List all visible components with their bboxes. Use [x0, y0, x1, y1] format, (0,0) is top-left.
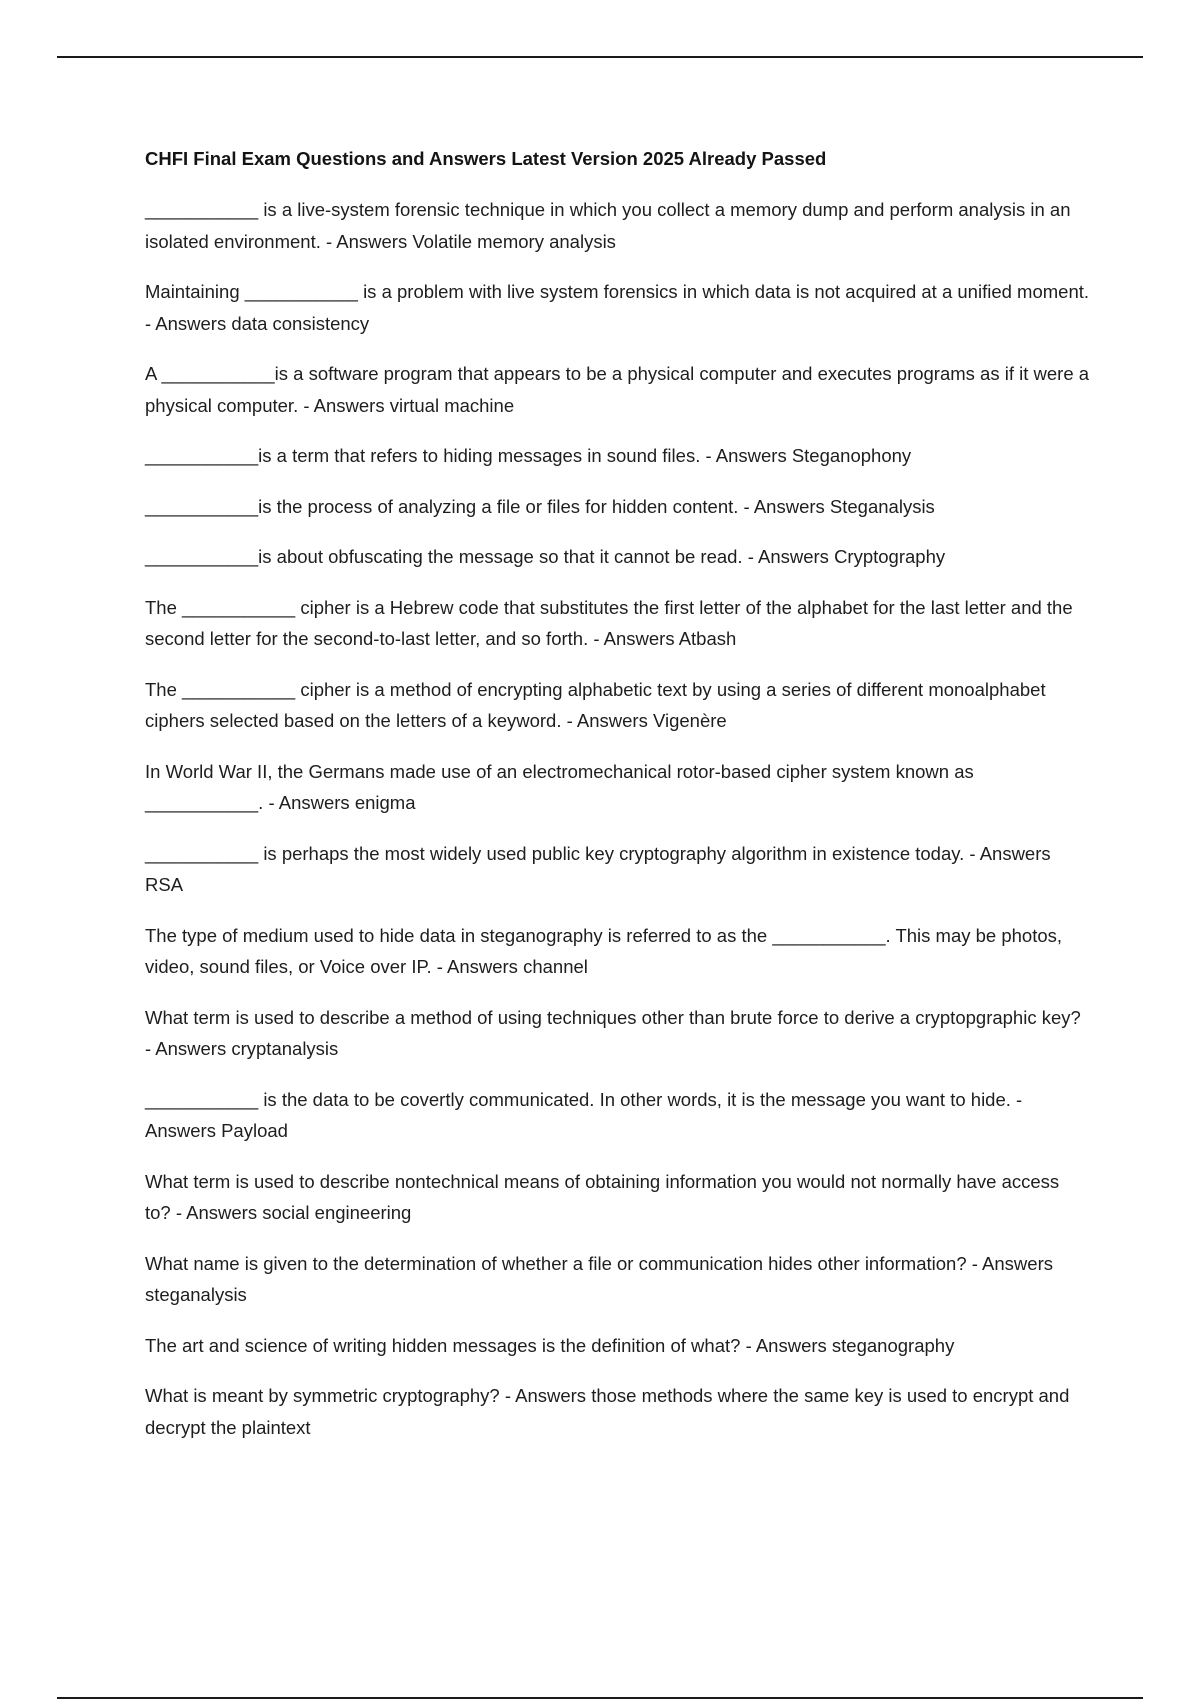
qa-item: ___________ is perhaps the most widely used public key cryptography algorithm in existence today. - Answers RSA — [145, 842, 1051, 895]
qa-item: ___________ is the data to be covertly communicated. In other words, it is the message you want to hide. - Answers Payload — [145, 1088, 1023, 1141]
qa-item: Maintaining ___________ is a problem with live system forensics in which data is not acquired at a unified moment. - Answers data consistency — [145, 281, 1090, 334]
bottom-rule — [57, 1697, 1143, 1699]
qa-item: In World War II, the Germans made use of an electromechanical rotor-based cipher system known as ___________. - Answers enigma — [145, 760, 974, 813]
qa-item: The type of medium used to hide data in steganography is referred to as the ___________. This may be photos, video, sound files, or Voice over IP. - Answers channel — [145, 924, 1063, 977]
qa-item: What term is used to describe nontechnical means of obtaining information you would not normally have access to? - Answers social engineering — [145, 1170, 1060, 1223]
qa-item: ___________is about obfuscating the message so that it cannot be read. - Answers Cryptography — [145, 546, 946, 567]
qa-item: The ___________ cipher is a method of encrypting alphabetic text by using a series of different monoalphabet ciphers selected based on the letters of a keyword. - Answers Vigenère — [145, 678, 1046, 731]
qa-item: ___________ is a live-system forensic technique in which you collect a memory dump and perform analysis in an isolated environment. - Answers Volatile memory analysis — [145, 199, 1071, 252]
qa-item: ___________is a term that refers to hiding messages in sound files. - Answers Steganophony — [145, 445, 912, 466]
qa-item: What is meant by symmetric cryptography? - Answers those methods where the same key is used to encrypt and decrypt the plaintext — [145, 1385, 1070, 1438]
qa-item: The art and science of writing hidden messages is the definition of what? - Answers steganography — [145, 1334, 955, 1356]
qa-item: A ___________is a software program that appears to be a physical computer and executes programs as if it were a physical computer. - Answers virtual machine — [145, 363, 1090, 416]
document-body — [145, 145, 1090, 1462]
qa-item: What term is used to describe a method of using techniques other than brute force to derive a cryptopgraphic key? - Answers cryptanalysis — [145, 1006, 1081, 1059]
top-rule — [57, 56, 1143, 58]
document-title: CHFI Final Exam Questions and Answers Latest Version 2025 Already Passed — [145, 148, 827, 169]
qa-item: ___________is the process of analyzing a file or files for hidden content. - Answers Steganalysis — [145, 495, 935, 517]
qa-item: What name is given to the determination of whether a file or communication hides other information? - Answers steganalysis — [145, 1252, 1053, 1305]
qa-item: The ___________ cipher is a Hebrew code that substitutes the first letter of the alphabet for the last letter and the second letter for the second-to-last letter, and so forth. - Answers Atbash — [145, 596, 1073, 649]
qa-list — [145, 194, 1090, 1443]
